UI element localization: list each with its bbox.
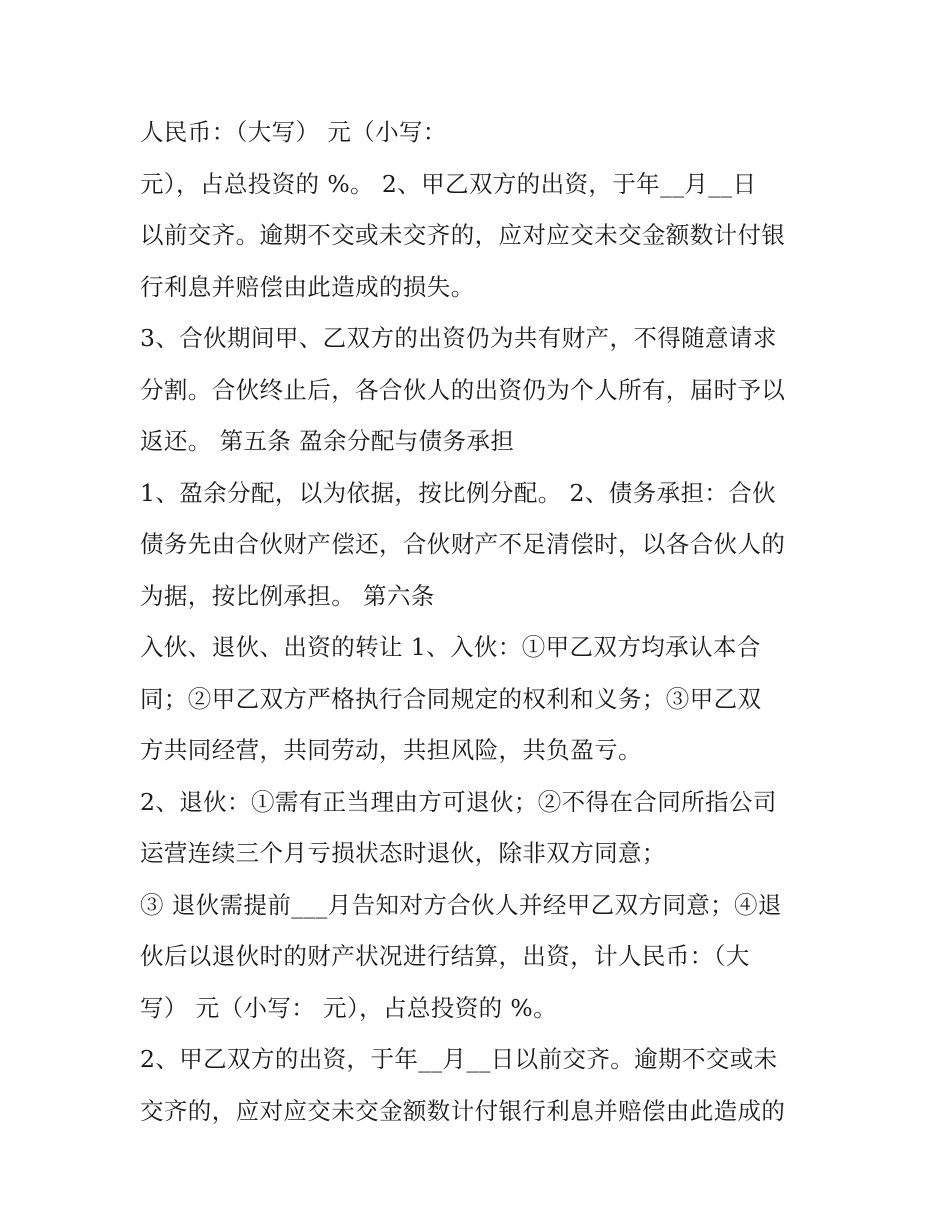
- text-line: 同；②甲乙双方严格执行合同规定的权利和义务；③甲乙双: [140, 684, 762, 713]
- text-line: 3、合伙期间甲、乙双方的出资仍为共有财产，不得随意请求: [140, 324, 777, 352]
- text-line: 写） 元（小写： 元），占总投资的 %。: [140, 993, 557, 1022]
- text-line: 返还。 第五条 盈余分配与债务承担: [140, 427, 515, 455]
- text-line: 以前交齐。逾期不交或未交齐的，应对应交未交金额数计付银: [140, 221, 786, 249]
- text-line: 伙后以退伙时的财产状况进行结算，出资，计人民币：（大: [140, 942, 750, 970]
- text-line: 分割。合伙终止后，各合伙人的出资仍为个人所有，届时予以: [140, 375, 786, 404]
- text-line: 方共同经营，共同劳动，共担风险，共负盈亏。: [140, 736, 642, 764]
- text-line: 运营连续三个月亏损状态时退伙，除非双方同意；: [140, 839, 666, 867]
- text-line: 人民币：（大写） 元（小写：: [140, 118, 447, 146]
- text-line: 为据，按比例承担。 第六条: [140, 581, 435, 610]
- text-line: 行利息并赔偿由此造成的损失。: [140, 272, 475, 301]
- text-line: 债务先由合伙财产偿还，合伙财产不足清偿时，以各合伙人的: [140, 530, 786, 558]
- text-line: 2、退伙：①需有正当理由方可退伙；②不得在合同所指公司: [140, 787, 777, 816]
- document-body: [140, 107, 820, 1137]
- text-line: 入伙、退伙、出资的转让 1、入伙：①甲乙双方均承认本合: [140, 633, 761, 661]
- text-line: ③ 退伙需提前___月告知对方合伙人并经甲乙双方同意；④退: [140, 890, 782, 919]
- text-line: 交齐的，应对应交未交金额数计付银行利息并赔偿由此造成的: [140, 1096, 786, 1125]
- text-line: 1、盈余分配，以为依据，按比例分配。 2、债务承担：合伙: [140, 478, 777, 507]
- text-line: 元），占总投资的 %。 2、甲乙双方的出资，于年__月__日: [140, 169, 757, 198]
- text-line: 2、甲乙双方的出资，于年__月__日以前交齐。逾期不交或未: [140, 1045, 778, 1073]
